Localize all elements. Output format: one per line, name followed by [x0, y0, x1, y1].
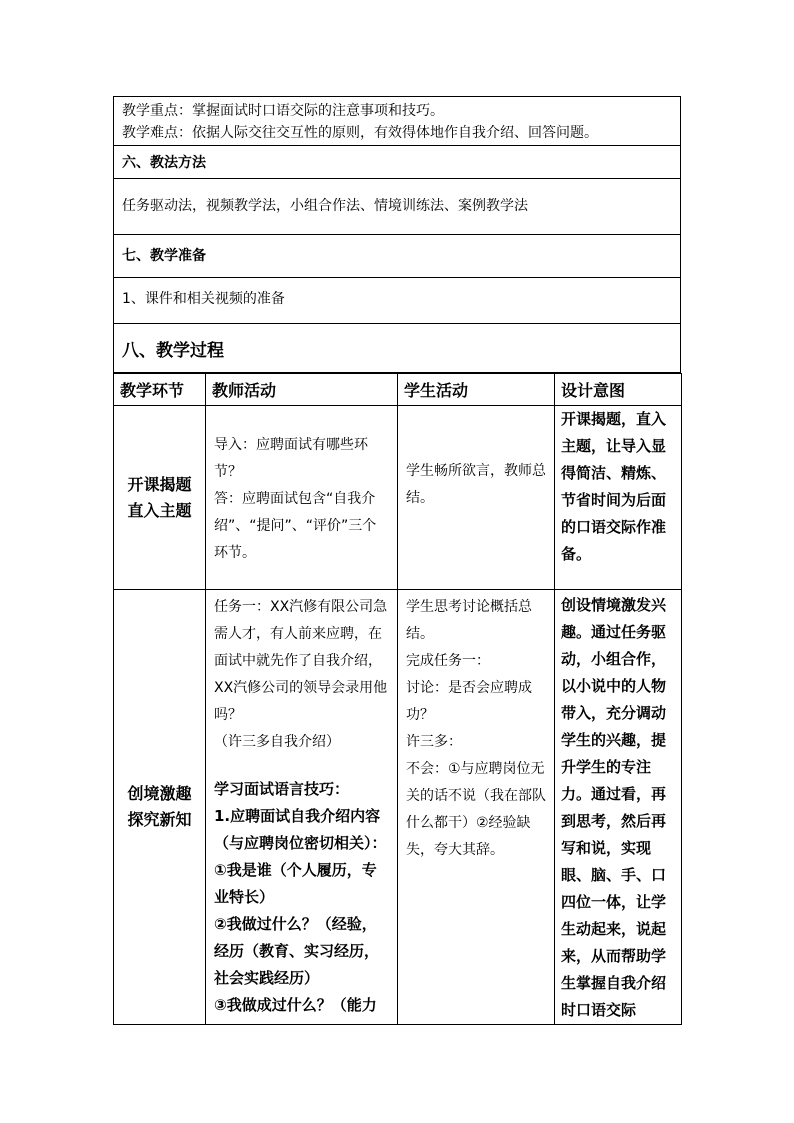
stage-cell [114, 406, 206, 590]
section-heading-methods: 六、教法方法 [113, 146, 681, 179]
prep-text: 1、课件和相关视频的准备 [113, 278, 681, 324]
stage-line: 开课揭题 [127, 474, 192, 494]
stage-line: 探究新知 [127, 810, 192, 829]
stage-line: 直入主题 [127, 500, 192, 520]
student-text: 学生思考讨论概括总结。 [406, 599, 532, 642]
methods-text: 任务驱动法，视频教学法，小组合作法、情境训练法、案例教学法 [113, 179, 681, 235]
stage-line: 创境激趣 [127, 784, 192, 803]
student-text: 学生畅所欲言，教师总结。 [406, 463, 546, 506]
header-teacher: 教师活动 [206, 374, 398, 406]
design-cell [555, 406, 682, 590]
key-point-text: 教学重点：掌握面试时口语交际的注意事项和技巧。 [122, 103, 444, 119]
section-heading-prep: 七、教学准备 [113, 235, 681, 278]
header-student: 学生活动 [398, 374, 555, 406]
design-text: 创设情境激发兴趣。通过任务驱动，小组合作，以小说中的人物带入，充分调动学生的兴趣，提升学生的专注力。通过看，再到思考，然后再写和说，实现眼、脑、手、口四位一体，让学生动起来，说起来，从而帮助学生掌握自我介绍时口语交际 [561, 596, 667, 1019]
student-text: 讨论：是否会应聘成功？ [406, 680, 532, 723]
difficulty-text: 教学难点：依据人际交往交互性的原则，有效得体地作自我介绍、回答问题。 [122, 125, 598, 141]
student-cell [398, 406, 555, 590]
teacher-text: 答：应聘面试包含“自我介绍”、“提问”、“评价”三个环节。 [214, 491, 377, 561]
section-heading-process: 八、教学过程 [113, 324, 681, 373]
student-text: 完成任务一： [406, 653, 490, 669]
student-text: 不会：①与应聘岗位无关的话不说（我在部队什么都干）②经验缺失，夸大其辞。 [406, 761, 546, 858]
teacher-text: 导入：应聘面试有哪些环节？ [214, 437, 368, 480]
key-points-row [113, 96, 681, 146]
header-design: 设计意图 [555, 374, 682, 406]
stage-cell [114, 590, 206, 1025]
process-table [113, 373, 682, 1025]
teacher-text: ①我是谁（个人履历，专业特长） [214, 861, 377, 906]
teacher-text: 1.应聘面试自我介绍内容（与应聘岗位密切相关）： [214, 807, 387, 852]
design-text: 开课揭题，直入主题，让导入显得简洁、精炼、节省时间为后面的口语交际作准备。 [561, 410, 667, 563]
teacher-text: 学习面试语言技巧： [214, 780, 350, 798]
header-stage: 教学环节 [114, 374, 206, 406]
table-row [114, 590, 682, 1025]
teacher-text: （许三多自我介绍） [214, 734, 340, 750]
teacher-text: 任务一：XX汽修有限公司急需人才，有人前来应聘，在面试中就先作了自我介绍， XX汽修公司的领导会录用他吗？ [214, 599, 388, 723]
design-cell [555, 590, 682, 1025]
teacher-cell [206, 590, 398, 1025]
table-row [114, 406, 682, 590]
teacher-text: ③我做成过什么？（能力 [214, 996, 377, 1014]
student-cell [398, 590, 555, 1025]
document-page [113, 96, 681, 1025]
student-text: 许三多： [406, 734, 462, 750]
table-header-row [114, 374, 682, 406]
teacher-cell [206, 406, 398, 590]
teacher-text: ②我做过什么？（经验，经历（教育、实习经历，社会实践经历） [214, 915, 380, 987]
